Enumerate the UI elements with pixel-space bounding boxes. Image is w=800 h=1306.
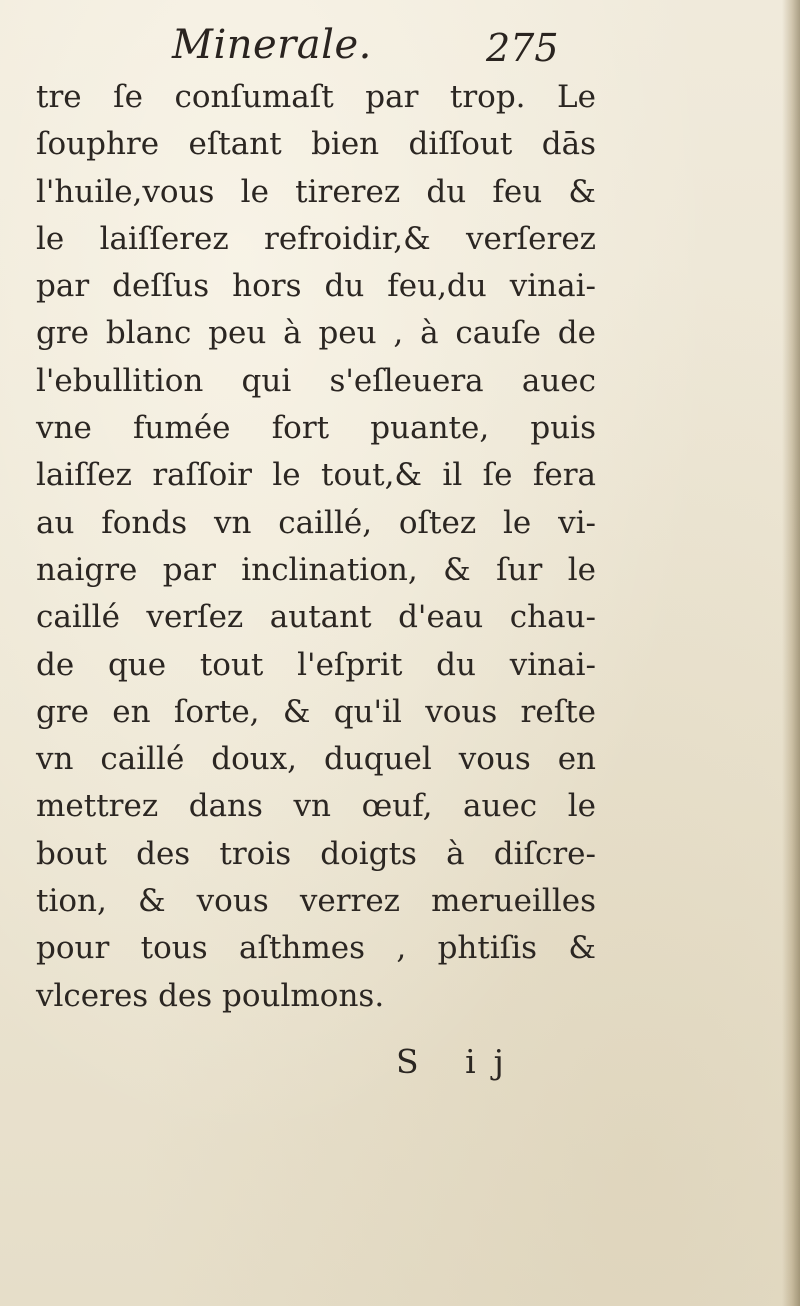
text-line: vlceres des poulmons. [36,977,385,1014]
text-line: laiſſez raſſoir le tout,& il ſe fera [36,457,596,494]
text-line: tre ſe conſumaſt par trop. Le [36,79,596,115]
text-line: caillé verſez autant d'eau chau- [36,599,596,636]
text-line: ſouphre eſtant bien diſſout dās [36,126,596,163]
text-line: au fonds vn caillé, oſtez le vi- [36,504,596,541]
text-line: l'huile,vous le tirerez du feu & [36,173,596,210]
text-line: l'ebullition qui s'eſleuera auec [36,362,596,399]
text-line: naigre par inclination, & ſur le [36,551,596,588]
text-line: mettrez dans vn œuf, auec le [36,788,596,825]
text-line: de que tout l'eſprit du vinai- [36,646,596,683]
text-line: le laiſſerez refroidir,& verſerez [36,220,596,257]
running-title: Minerale. [172,22,372,68]
text-line: par deſſus hors du feu,du vinai- [36,268,596,305]
page-edge-shadow [782,0,800,1306]
text-line: tion, & vous verrez merueilles [36,883,596,920]
text-line: gre en ſorte, & qu'il vous reſte [36,693,596,730]
text-line: vn caillé doux, duquel vous en [36,741,596,778]
text-line: pour tous aſthmes , phtiſis & [36,930,596,967]
signature-mark: S ij [396,1042,522,1081]
text-line: vne fumée fort puante, puis [36,410,596,447]
running-head [0,18,800,78]
text-line: gre blanc peu à peu , à cauſe de [36,315,596,352]
body-text [36,74,596,1020]
text-line: bout des trois doigts à diſcre- [36,835,596,872]
page-number: 275 [486,26,559,70]
